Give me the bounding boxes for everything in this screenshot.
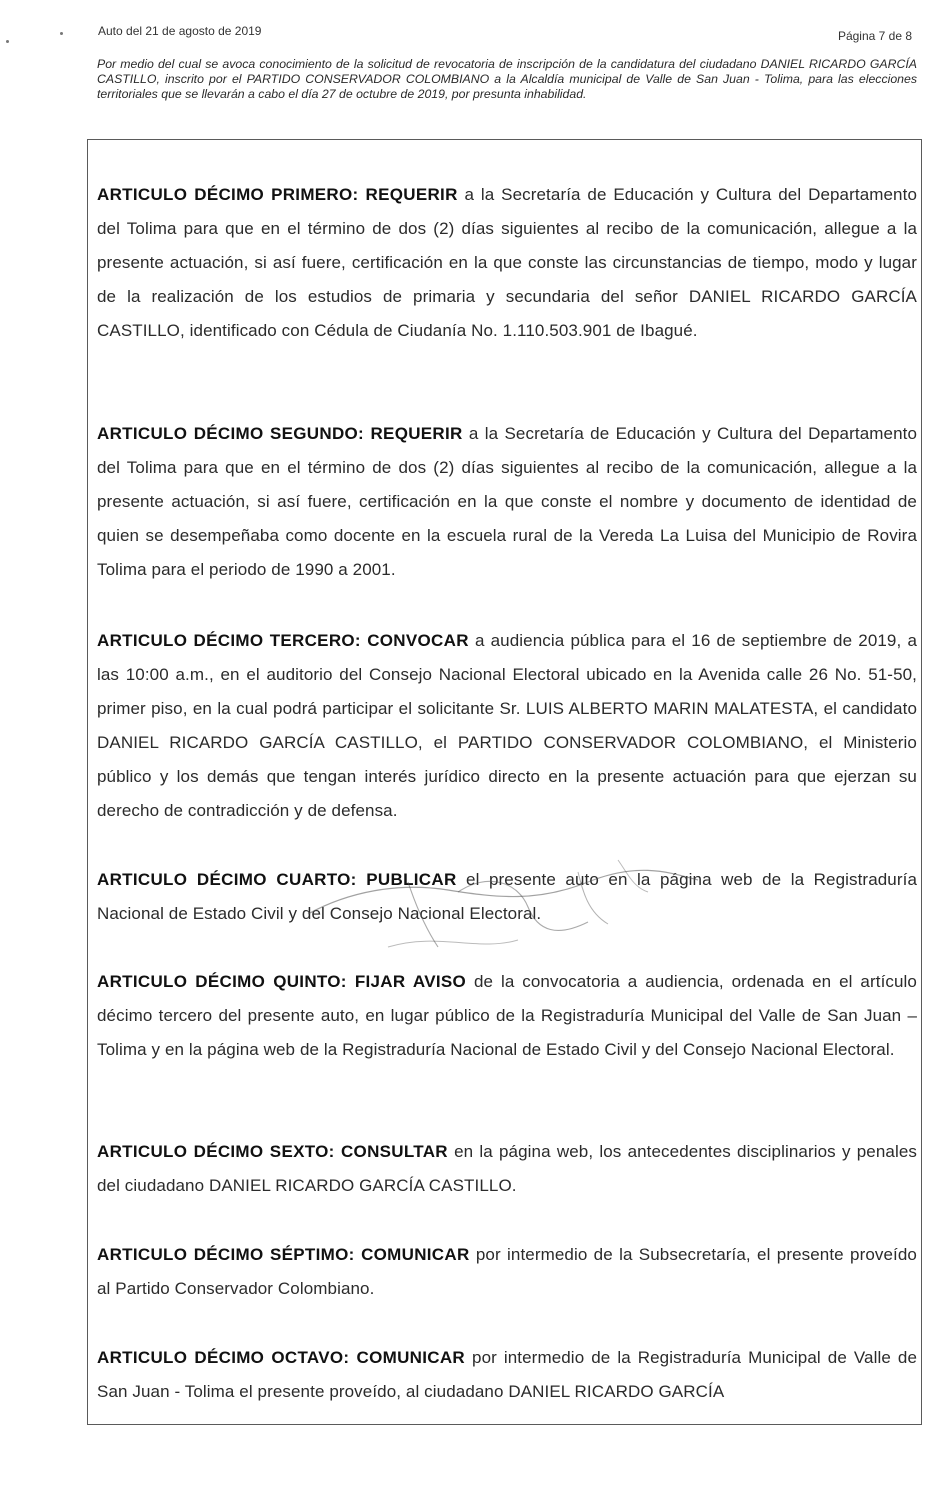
article-body: por intermedio de la Subsecretaría, el presente proveído al Partido Conservador Colombiano. <box>97 1245 917 1298</box>
article-title: ARTICULO DÉCIMO PRIMERO: REQUERIR <box>97 185 458 204</box>
article-title: ARTICULO DÉCIMO CUARTO: PUBLICAR <box>97 870 457 889</box>
article-body: por intermedio de la Registraduría Municipal de Valle de San Juan - Tolima el presente proveído, al ciudadano DANIEL RICARDO GARCÍA <box>97 1348 918 1401</box>
article-title: ARTICULO DÉCIMO OCTAVO: COMUNICAR <box>97 1348 466 1367</box>
scan-artifact <box>60 32 63 35</box>
article-title: ARTICULO DÉCIMO SEXTO: CONSULTAR <box>97 1142 448 1161</box>
article-body: a la Secretaría de Educación y Cultura del Departamento del Tolima para que en el término de dos (2) días siguientes al recibo de la comunicación, allegue a la presente actuación, si así fuere, certificación en la que conste el nombre y documento de identidad de quien se desempeñaba como docente en la escuela rural de la Vereda La Luisa del Municipio de Rovira Tolima para el periodo de 1990 a 2001. <box>97 424 917 579</box>
article-body: de la convocatoria a audiencia, ordenada en el artículo décimo tercero del presente auto, en lugar público de la Registraduría Municipal del Valle de San Juan – Tolima y en la página web de la Registraduría Nacional de Estado Civil y del Consejo Nacional Electoral. <box>97 972 917 1059</box>
article-body: a la Secretaría de Educación y Cultura del Departamento del Tolima para que en el término de dos (2) días siguientes al recibo de la comunicación, allegue a la presente actuación, si así fuere, certificación en la que conste las circunstancias de tiempo, modo y lugar de la realización de los estudios de primaria y secundaria del señor DANIEL RICARDO GARCÍA CASTILLO, identificado con Cédula de Ciudanía No. 1.110.503.901 de Ibagué. <box>97 185 917 340</box>
article-14 <box>97 863 917 931</box>
article-15 <box>97 965 917 1067</box>
article-11 <box>97 178 917 348</box>
article-16 <box>97 1135 917 1203</box>
article-title: ARTICULO DÉCIMO SEGUNDO: REQUERIR <box>97 424 463 443</box>
articles-box <box>87 139 922 1425</box>
article-title: ARTICULO DÉCIMO QUINTO: FIJAR AVISO <box>97 972 467 991</box>
article-body: a audiencia pública para el 16 de septiembre de 2019, a las 10:00 a.m., en el auditorio del Consejo Nacional Electoral ubicado en la Avenida calle 26 No. 51-50, primer piso, en la cual podrá participar el solicitante Sr. LUIS ALBERTO MARIN MALATESTA, el candidato DANIEL RICARDO GARCÍA CASTILLO, el PARTIDO CONSERVADOR COLOMBIANO, el Ministerio público y los demás que tengan interés jurídico directo en la presente actuación para que ejerzan su derecho de contradicción y de defensa. <box>97 631 917 820</box>
document-subtitle: Por medio del cual se avoca conocimiento de la solicitud de revocatoria de inscripción de la candidatura del ciudadano DANIEL RICARDO GARCÍA CASTILLO, inscrito por el PARTIDO CONSERVADOR COLOMBIANO a la Alcaldía municipal de Valle de San Juan - Tolima, para las elecciones territoriales que se llevarán a cabo el día 27 de octubre de 2019, por presunta inhabilidad. <box>97 57 917 101</box>
article-title: ARTICULO DÉCIMO TERCERO: CONVOCAR <box>97 631 469 650</box>
article-17 <box>97 1238 917 1306</box>
page-number: Página 7 de 8 <box>837 29 912 43</box>
article-title: ARTICULO DÉCIMO SÉPTIMO: COMUNICAR <box>97 1245 470 1264</box>
article-12 <box>97 417 917 587</box>
article-18 <box>97 1341 917 1409</box>
article-body: en la página web, los antecedentes disciplinarios y penales del ciudadano DANIEL RICARDO GARCÍA CASTILLO. <box>97 1142 918 1195</box>
article-13 <box>97 624 917 828</box>
article-body: el presente auto en la página web de la Registraduría Nacional de Estado Civil y del Consejo Nacional Electoral. <box>97 870 917 923</box>
document-date: Auto del 21 de agosto de 2019 <box>98 24 262 38</box>
scan-artifact <box>6 40 9 43</box>
